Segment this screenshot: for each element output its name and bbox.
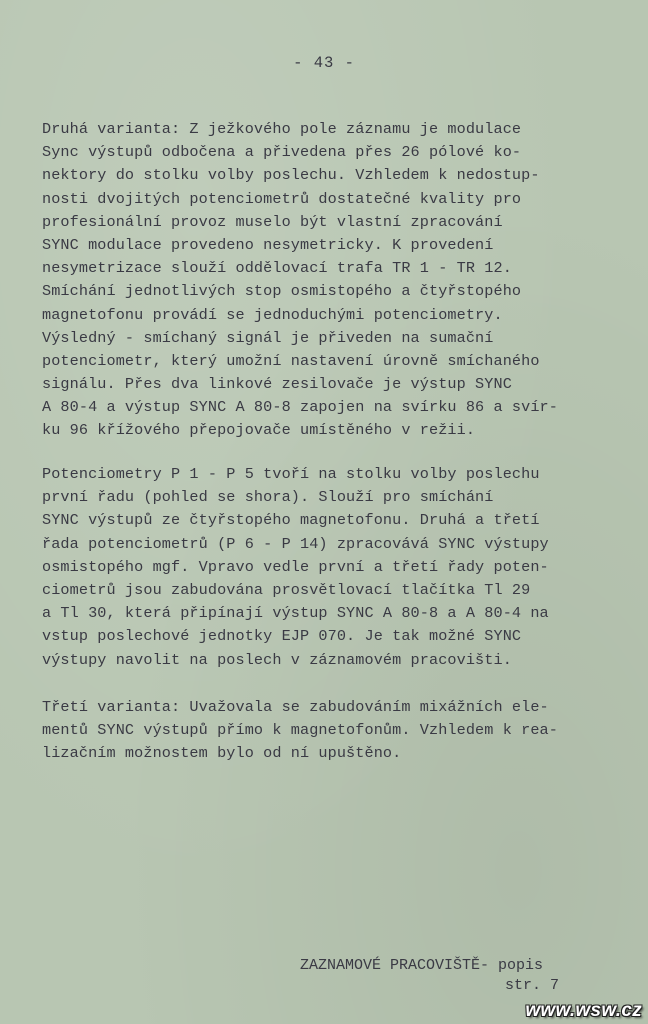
text-line: a Tl 30, která připínají výstup SYNC A 80-8 a A 80-4 na [42, 604, 549, 623]
text-line: řada potenciometrů (P 6 - P 14) zpracovává SYNC výstupy [42, 534, 549, 553]
text-line: SYNC výstupů ze čtyřstopého magnetofonu. Druhá a třetí [42, 511, 540, 530]
watermark-logo: www.wsw.cz [525, 1000, 642, 1021]
paragraph-third-variant [42, 696, 590, 766]
page-number: - 43 - [293, 54, 355, 72]
text-line: ciometrů jsou zabudována prosvětlovací tlačítka Tl 29 [42, 580, 531, 599]
text-line: Druhá varianta: Z ježkového pole záznamu je modulace [42, 120, 522, 138]
text-line: potenciometr, který umožní nastavení úrovně smíchaného [42, 351, 540, 370]
text-line: výstupy navolit na poslech v záznamovém pracovišti. [42, 650, 512, 669]
paragraph-second-variant [42, 118, 590, 443]
text-line: profesionální provoz muselo být vlastní zpracování [42, 212, 503, 231]
text-line: SYNC modulace provedeno nesymetricky. K provedení [42, 235, 494, 254]
text-line: nosti dvojitých potenciometrů dostatečné kvality pro [42, 189, 522, 208]
text-line: vstup poslechové jednotky EJP 070. Je tak možné SYNC [42, 627, 522, 646]
text-line: osmistopého mgf. Vpravo vedle první a třetí řady poten- [42, 557, 549, 576]
text-line: ku 96 křížového přepojovače umístěného v režii. [42, 421, 476, 440]
text-line: první řadu (pohled se shora). Slouží pro smíchání [42, 488, 494, 507]
text-line: A 80-4 a výstup SYNC A 80-8 zapojen na svírku 86 a svír- [42, 398, 558, 417]
page-footer [300, 956, 559, 996]
text-line: Potenciometry P 1 - P 5 tvoří na stolku volby poslechu [42, 465, 540, 483]
text-line: Sync výstupů odbočena a přivedena přes 26 pólové ko- [42, 143, 522, 162]
text-line: mentů SYNC výstupů přímo k magnetofonům. Vzhledem k rea- [42, 721, 558, 740]
text-line: nektory do stolku volby poslechu. Vzhledem k nedostup- [42, 166, 540, 185]
text-line: Výsledný - smíchaný signál je přiveden na sumační [42, 328, 494, 347]
text-line: nesymetrizace slouží oddělovací trafa TR 1 - TR 12. [42, 259, 512, 278]
text-line: magnetofonu provádí se jednoduchými potenciometry. [42, 305, 503, 324]
paragraph-potentiometers [42, 463, 590, 672]
text-line: Třetí varianta: Uvažovala se zabudováním mixážních ele- [42, 698, 549, 716]
text-line: Smíchání jednotlivých stop osmistopého a čtyřstopého [42, 282, 522, 301]
text-line: lizačním možnostem bylo od ní upuštěno. [42, 744, 402, 763]
footer-title: ZAZNAMOVÉ PRACOVIŠTĚ- popis [300, 957, 544, 974]
footer-page-ref: str. 7 [505, 977, 560, 994]
text-line: signálu. Přes dva linkové zesilovače je výstup SYNC [42, 375, 512, 394]
